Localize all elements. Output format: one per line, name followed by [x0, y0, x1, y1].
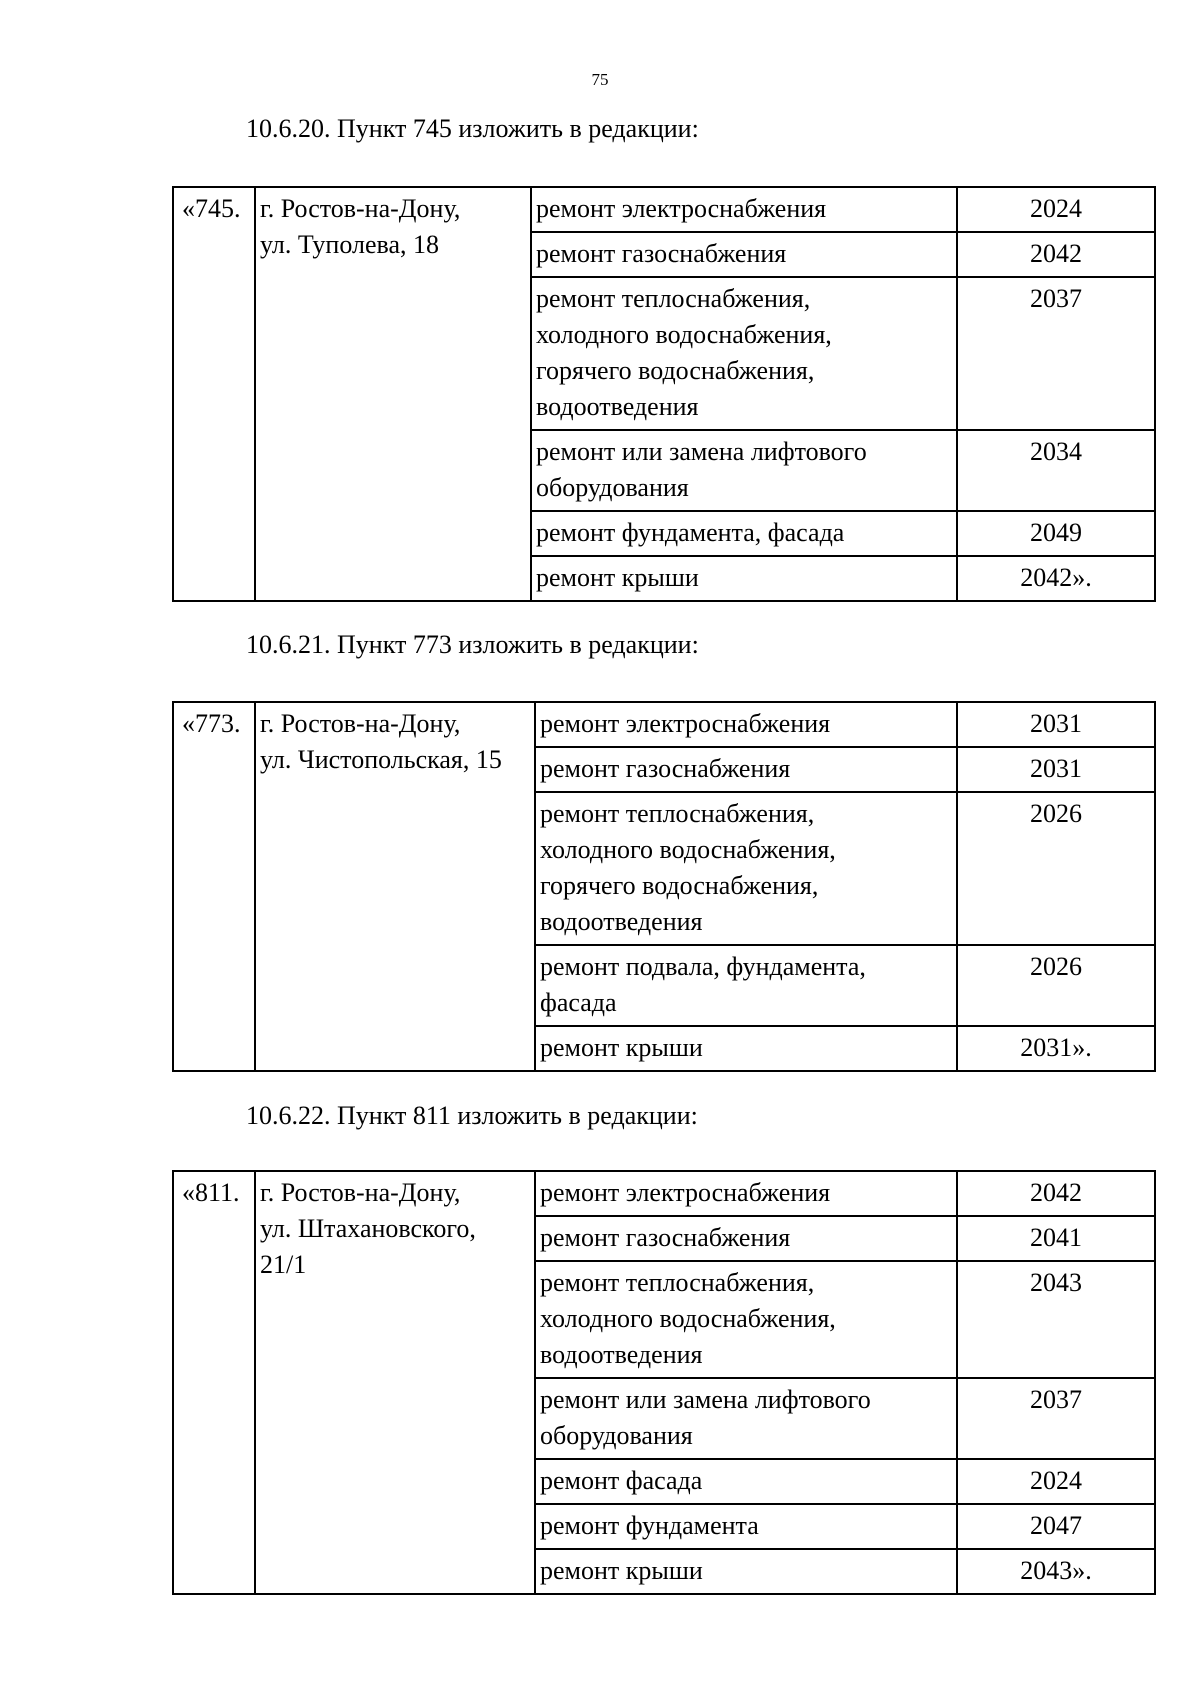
year-cell: 2041: [957, 1216, 1155, 1261]
year-cell: 2047: [957, 1504, 1155, 1549]
year-cell: 2042: [957, 232, 1155, 277]
work-type-cell: ремонт газоснабжения: [535, 747, 957, 792]
year-cell: 2024: [957, 187, 1155, 232]
year-cell: 2049: [957, 511, 1155, 556]
year-cell: 2043».: [957, 1549, 1155, 1594]
section-heading: 10.6.20. Пункт 745 изложить в редакции:: [246, 114, 699, 143]
work-type-cell: ремонт фундамента, фасада: [531, 511, 957, 556]
year-cell: 2026: [957, 792, 1155, 945]
table-row: [173, 702, 1155, 747]
work-type-cell: ремонт электроснабжения: [535, 1171, 957, 1216]
work-type-cell: ремонт теплоснабжения, холодного водоснабжения, водоотведения: [535, 1261, 957, 1378]
year-cell: 2037: [957, 1378, 1155, 1459]
work-type-cell: ремонт фасада: [535, 1459, 957, 1504]
work-type-cell: ремонт крыши: [535, 1549, 957, 1594]
work-type-cell: ремонт электроснабжения: [531, 187, 957, 232]
table-row: [173, 187, 1155, 232]
item-number: «745.: [173, 187, 255, 601]
address-cell: г. Ростов-на-Дону, ул. Штахановского, 21/1: [255, 1171, 535, 1594]
work-type-cell: ремонт теплоснабжения, холодного водоснабжения, горячего водоснабжения, водоотведения: [531, 277, 957, 430]
year-cell: 2042: [957, 1171, 1155, 1216]
year-cell: 2026: [957, 945, 1155, 1026]
address-cell: г. Ростов-на-Дону, ул. Чистопольская, 15: [255, 702, 535, 1071]
section-heading: 10.6.22. Пункт 811 изложить в редакции:: [246, 1101, 698, 1130]
page-number: 75: [591, 70, 609, 89]
year-cell: 2034: [957, 430, 1155, 511]
work-type-cell: ремонт газоснабжения: [531, 232, 957, 277]
item-number: «773.: [173, 702, 255, 1071]
work-type-cell: ремонт подвала, фундамента, фасада: [535, 945, 957, 1026]
item-number: «811.: [173, 1171, 255, 1594]
address-cell: г. Ростов-на-Дону, ул. Туполева, 18: [255, 187, 531, 601]
amendment-table: [172, 701, 1156, 1072]
year-cell: 2024: [957, 1459, 1155, 1504]
year-cell: 2031».: [957, 1026, 1155, 1071]
work-type-cell: ремонт теплоснабжения, холодного водоснабжения, горячего водоснабжения, водоотведения: [535, 792, 957, 945]
table-row: [173, 1171, 1155, 1216]
year-cell: 2031: [957, 702, 1155, 747]
year-cell: 2037: [957, 277, 1155, 430]
work-type-cell: ремонт фундамента: [535, 1504, 957, 1549]
section-heading: 10.6.21. Пункт 773 изложить в редакции:: [246, 630, 699, 659]
amendment-table: [172, 1170, 1156, 1595]
work-type-cell: ремонт газоснабжения: [535, 1216, 957, 1261]
work-type-cell: ремонт электроснабжения: [535, 702, 957, 747]
work-type-cell: ремонт или замена лифтового оборудования: [535, 1378, 957, 1459]
year-cell: 2043: [957, 1261, 1155, 1378]
work-type-cell: ремонт крыши: [531, 556, 957, 601]
work-type-cell: ремонт или замена лифтового оборудования: [531, 430, 957, 511]
work-type-cell: ремонт крыши: [535, 1026, 957, 1071]
year-cell: 2042».: [957, 556, 1155, 601]
amendment-table: [172, 186, 1156, 602]
year-cell: 2031: [957, 747, 1155, 792]
